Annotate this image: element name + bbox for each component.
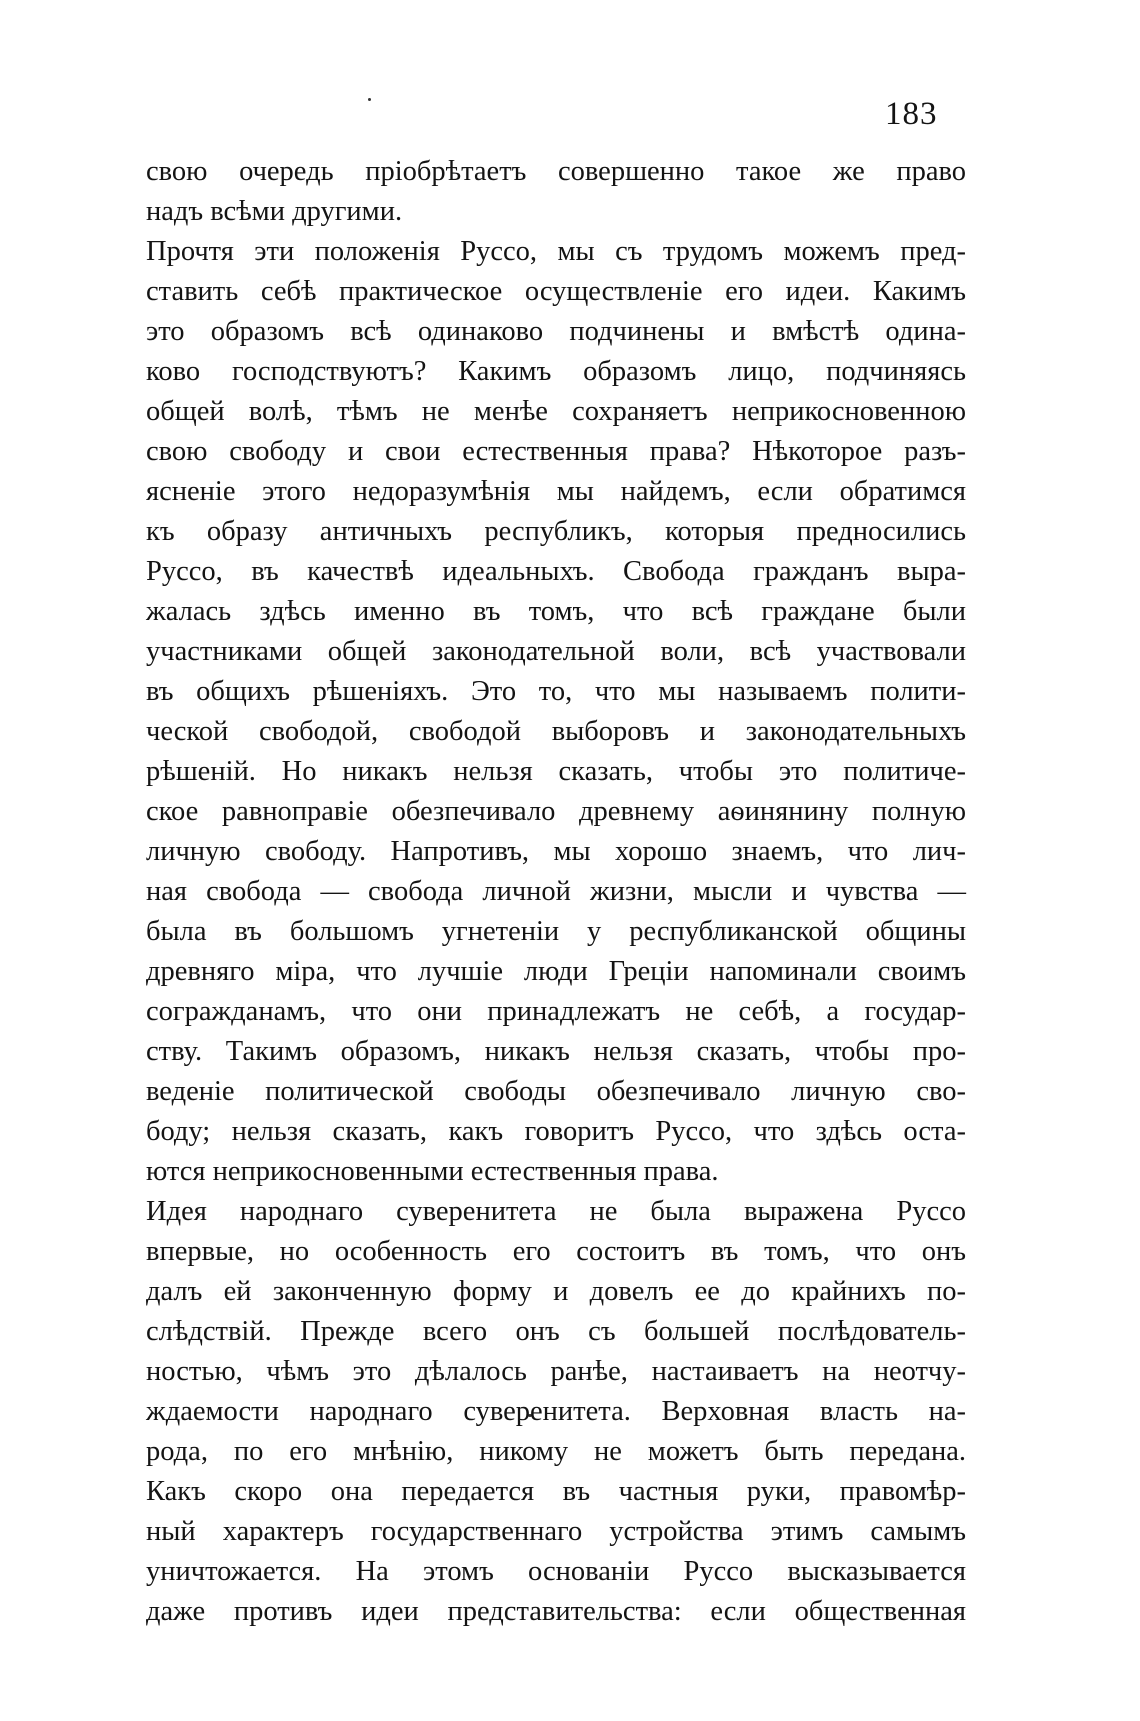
text-line: къ образу античныхъ республикъ, которыя предносились xyxy=(146,516,966,547)
text-line: Руссо, въ качествѣ идеальныхъ. Свобода гражданъ выра- xyxy=(146,556,966,587)
text-line: личную свободу. Напротивъ, мы хорошо знаемъ, что лич- xyxy=(146,836,966,867)
text-line: согражданамъ, что они принадлежатъ не себѣ, а государ- xyxy=(146,996,966,1027)
text-line: ству. Такимъ образомъ, никакъ нельзя сказать, чтобы про- xyxy=(146,1036,966,1067)
text-line: участниками общей законодательной воли, всѣ участвовали xyxy=(146,636,966,667)
body-text xyxy=(146,152,966,1632)
ink-speck xyxy=(368,98,371,101)
text-line: въ общихъ рѣшенiяхъ. Это то, что мы называемъ полити- xyxy=(146,676,966,707)
text-line: Идея народнаго суверенитета не была выражена Руссо xyxy=(146,1196,966,1227)
text-line: свою очередь прiобрѣтаетъ совершенно такое же право xyxy=(146,156,966,187)
text-line: уничтожается. На этомъ основанiи Руссо высказывается xyxy=(146,1556,966,1587)
text-line: ностью, чѣмъ это дѣлалось ранѣе, настаиваетъ на неотчу- xyxy=(146,1356,966,1387)
paragraph-3 xyxy=(146,1192,966,1632)
text-line: ставить себѣ практическое осуществленiе его идеи. Какимъ xyxy=(146,276,966,307)
text-line: ясненiе этого недоразумѣнiя мы найдемъ, если обратимся xyxy=(146,476,966,507)
text-line: слѣдствiй. Прежде всего онъ съ большей послѣдователь- xyxy=(146,1316,966,1347)
paragraph-1 xyxy=(146,152,966,232)
text-line: даже противъ идеи представительства: если общественная xyxy=(146,1596,966,1627)
text-line: жалась здѣсь именно въ томъ, что всѣ граждане были xyxy=(146,596,966,627)
text-line: веденiе политической свободы обезпечивало личную сво- xyxy=(146,1076,966,1107)
text-line: общей волѣ, тѣмъ не менѣе сохраняетъ неприкосновенною xyxy=(146,396,966,427)
text-line: рѣшенiй. Но никакъ нельзя сказать, чтобы это политиче- xyxy=(146,756,966,787)
text-line: надъ всѣми другими. xyxy=(146,196,403,227)
text-line: впервые, но особенность его состоитъ въ томъ, что онъ xyxy=(146,1236,966,1267)
text-line: это образомъ всѣ одинаково подчинены и вмѣстѣ одина- xyxy=(146,316,966,347)
text-line: Какъ скоро она передается въ частныя руки, правомѣр- xyxy=(146,1476,966,1507)
paragraph-2 xyxy=(146,232,966,1192)
text-line: ются неприкосновенными естественныя права. xyxy=(146,1156,719,1187)
text-line: ная свобода — свобода личной жизни, мысли и чувства — xyxy=(146,876,966,907)
text-line: далъ ей законченную форму и довелъ ее до крайнихъ по- xyxy=(146,1276,966,1307)
text-line: ское равноправiе обезпечивало древнему аѳинянину полную xyxy=(146,796,966,827)
text-line: рода, по его мнѣнiю, никому не можетъ быть передана. xyxy=(146,1436,966,1467)
text-line: ный характеръ государственнаго устройства этимъ самымъ xyxy=(146,1516,966,1547)
text-line: свою свободу и свои естественныя права? Нѣкоторое разъ- xyxy=(146,436,966,467)
text-line: ково господствуютъ? Какимъ образомъ лицо, подчиняясь xyxy=(146,356,966,387)
text-line: ждаемости народнаго суверенитета. Верховная власть на- xyxy=(146,1396,966,1427)
text-line: ческой свободой, свободой выборовъ и законодательныхъ xyxy=(146,716,966,747)
text-line: Прочтя эти положенiя Руссо, мы съ трудомъ можемъ пред- xyxy=(146,236,966,267)
page-number: 183 xyxy=(885,96,938,132)
text-line: боду; нельзя сказать, какъ говоритъ Руссо, что здѣсь оста- xyxy=(146,1116,966,1147)
text-line: была въ большомъ угнетенiи у республиканской общины xyxy=(146,916,966,947)
text-line: древняго мiра, что лучшiе люди Грецiи напоминали своимъ xyxy=(146,956,966,987)
